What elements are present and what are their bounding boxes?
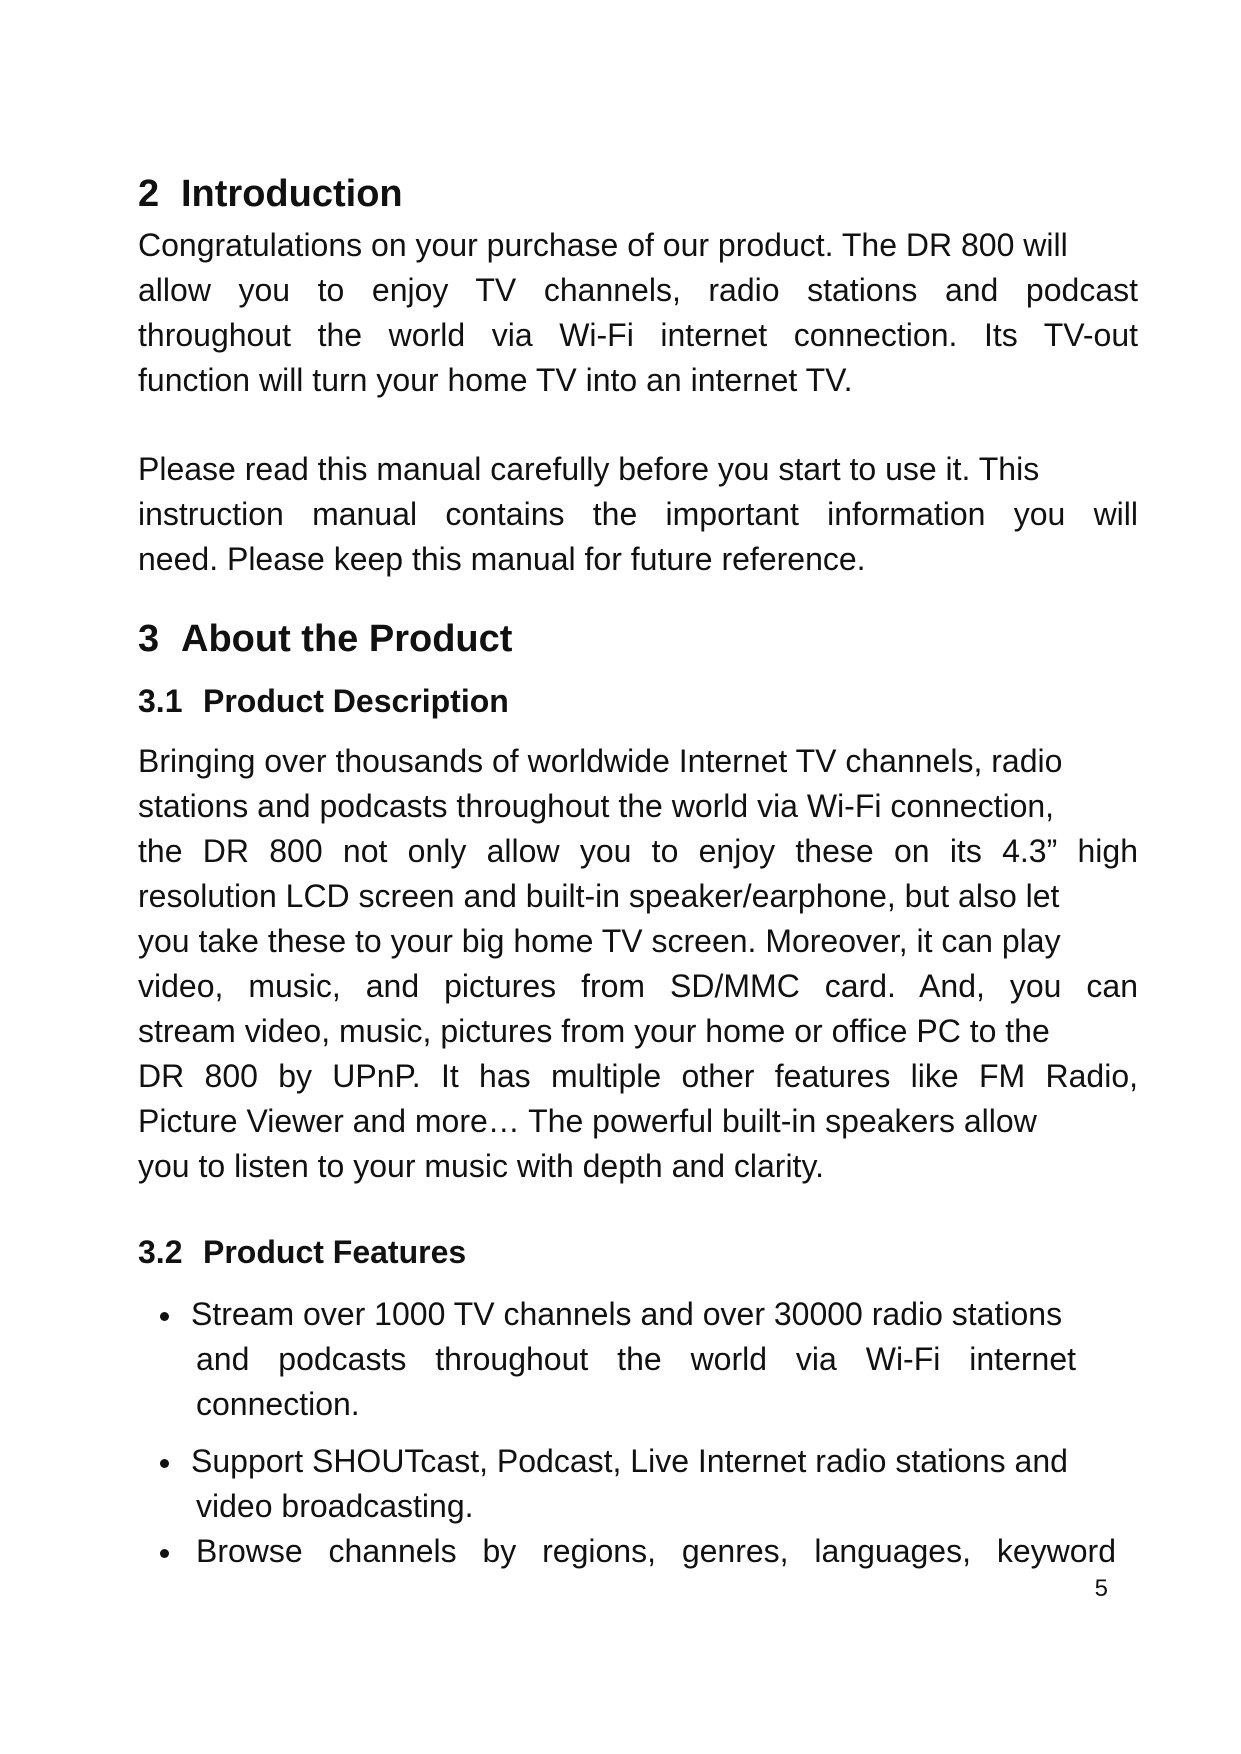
text-line: you to listen to your music with depth and clarity. [138, 1148, 824, 1184]
text-line: stream video, music, pictures from your home or office PC to the [138, 1013, 1050, 1049]
text-line: video, music, and pictures from SD/MMC card. And, you can [138, 968, 1138, 1004]
text-line: need. Please keep this manual for future reference. [138, 541, 866, 577]
text-line: you take these to your big home TV screen. Moreover, it can play [138, 923, 1061, 959]
text-line: and podcasts throughout the world via Wi-Fi internet [196, 1341, 1076, 1377]
text-line: Support SHOUTcast, Podcast, Live Internet radio stations and [191, 1443, 1068, 1479]
introduction-paragraph-1 [138, 223, 1138, 403]
section-heading-about-the-product: 3 About the Product [138, 618, 513, 660]
text-line: video broadcasting. [196, 1488, 474, 1524]
text-line: Bringing over thousands of worldwide Internet TV channels, radio [138, 743, 1063, 779]
text-line: allow you to enjoy TV channels, radio stations and podcast [138, 272, 1138, 308]
introduction-paragraph-2 [138, 447, 1138, 582]
text-line: Please read this manual carefully before you start to use it. This [138, 451, 1040, 487]
list-item [138, 1292, 1138, 1427]
text-line: instruction manual contains the important information you will [138, 496, 1138, 532]
text-line: DR 800 by UPnP. It has multiple other features like FM Radio, [138, 1058, 1138, 1094]
text-line: Picture Viewer and more… The powerful built-in speakers allow [138, 1103, 1037, 1139]
product-features-list [138, 1292, 1138, 1574]
text-line: Stream over 1000 TV channels and over 30000 radio stations [191, 1296, 1063, 1332]
text-line: function will turn your home TV into an internet TV. [138, 362, 853, 398]
subsection-heading-product-features: 3.2 Product Features [138, 1234, 467, 1270]
text-line: resolution LCD screen and built-in speaker/earphone, but also let [138, 878, 1060, 914]
bullet-icon [160, 1459, 169, 1468]
page-number: 5 [1094, 1575, 1108, 1602]
text-line: throughout the world via Wi-Fi internet connection. Its TV-out [138, 317, 1138, 353]
text-line: connection. [196, 1386, 360, 1422]
product-description-paragraph [138, 739, 1138, 1189]
section-heading-introduction: 2 Introduction [138, 173, 403, 215]
manual-page [138, 0, 1138, 1754]
text-line: stations and podcasts throughout the world via Wi-Fi connection, [138, 788, 1055, 824]
text-line: the DR 800 not only allow you to enjoy these on its 4.3” high [138, 833, 1138, 869]
bullet-icon [160, 1312, 169, 1321]
subsection-heading-product-description: 3.1 Product Description [138, 683, 509, 719]
list-item [138, 1529, 1138, 1574]
text-line: Congratulations on your purchase of our product. The DR 800 will [138, 227, 1068, 263]
text-line: Browse channels by regions, genres, languages, keyword [196, 1533, 1116, 1569]
bullet-icon [160, 1549, 169, 1558]
list-item [138, 1439, 1138, 1529]
